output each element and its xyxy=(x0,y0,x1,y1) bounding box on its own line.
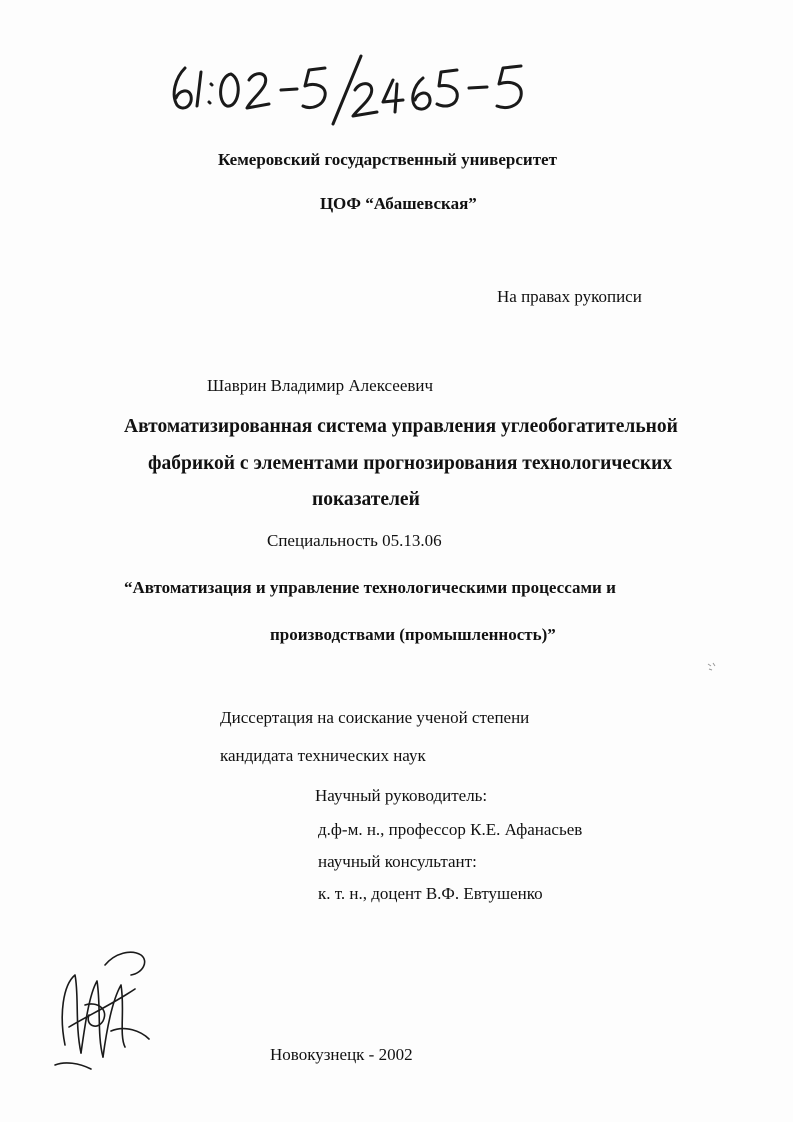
advisor-label: Научный руководитель: xyxy=(315,786,488,805)
organization-name: ЦОФ “Абашевская” xyxy=(320,194,477,213)
university-name: Кемеровский государственный университет xyxy=(218,150,557,169)
title-line-1: Автоматизированная система управления углеобогатительной xyxy=(124,416,678,437)
advisor-name: д.ф-м. н., профессор К.Е. Афанасьев xyxy=(318,820,583,839)
city-year: Новокузнецк - 2002 xyxy=(270,1045,413,1064)
consultant-name: к. т. н., доцент В.Ф. Евтушенко xyxy=(318,884,543,903)
scan-speck xyxy=(705,660,719,674)
title-line-2: фабрикой с элементами прогнозирования технологических xyxy=(148,453,673,474)
handwritten-archive-code xyxy=(165,50,545,130)
specialty-name-line-1: “Автоматизация и управление технологическими процессами и xyxy=(124,578,616,597)
manuscript-note: На правах рукописи xyxy=(497,287,642,306)
archive-code-text: 61:02-5/2465-5 xyxy=(165,128,172,129)
author-name: Шаврин Владимир Алексеевич xyxy=(207,376,434,395)
specialty-label: Специальность 05.13.06 xyxy=(267,531,442,550)
handwritten-signature xyxy=(45,935,155,1075)
specialty-name-line-2: производствами (промышленность)” xyxy=(270,625,556,644)
title-line-3: показателей xyxy=(312,489,420,510)
degree-line-1: Диссертация на соискание ученой степени xyxy=(220,708,530,727)
consultant-label: научный консультант: xyxy=(318,852,477,871)
degree-line-2: кандидата технических наук xyxy=(220,746,426,765)
